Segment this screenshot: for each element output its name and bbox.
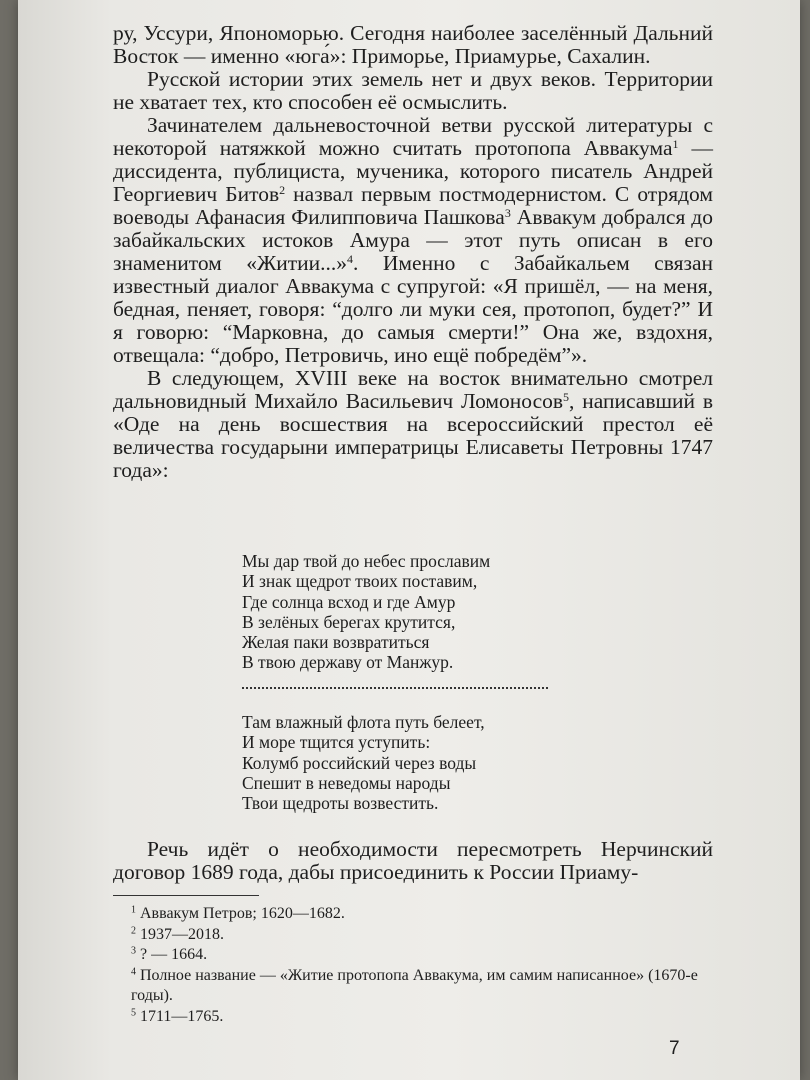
poem-line: Колумб российский через воды [242, 752, 477, 773]
footnote-ref-5: 5 [563, 389, 570, 404]
paragraph-2: Русской истории этих земель нет и двух веков. Территории не хватает тех, кто способен её осмыслить. [113, 67, 713, 114]
paragraph-4: В следующем, XVIII веке на восток внимательно смотрел дальновидный Михайло Васильевич Ломоносов$^5$, написавший в «Оде на день восшествия на всероссийский престол её величества государыни императрицы Елисаветы Петровны 1747 года»: [113, 366, 713, 482]
main-text-continued [113, 838, 713, 884]
poem-line: Где солнца всход и где Амур [242, 591, 456, 612]
poem-stanza-1 [242, 551, 490, 673]
paragraph-3: Зачинателем дальневосточной ветви русской литературы с некоторой натяжкой можно считать протопопа Аввакума$^1$ — диссидента, публициста, мученика, которого писатель Андрей Георгиевич Битов$^2$ назвал первым постмодернистом. С отрядом воеводы Афанасия Филипповича Пашкова$^3$ Аввакум добрался до забайкальских истоков Амура — этот путь описан в его знаменитом «Житии...»$^4$. Именно с Забайкальем связан известный диалог Аввакума с супругой: «Я пришёл, — на меня, бедная, пеняет, говоря: “долго ли муки сея, протопоп, будет?” И я говорю: “Марковна, до самыя смерти!” Она же, вздохня, отвещала: “добро, Петровичь, ино ещё побредём”». [113, 113, 714, 367]
footnote-ref-1: 1 [672, 136, 679, 151]
footnote-divider [113, 895, 259, 896]
poem-line: В твою державу от Манжур. [242, 652, 454, 673]
footnote: $^4$ Полное название — «Житие протопопа Аввакума, им самим написанное» (1670-е годы). [131, 966, 698, 1004]
poem-line: И море тщится уступить: [242, 732, 431, 753]
poem-line: Спешит в неведомы народы [242, 772, 451, 793]
footnote-ref-4: 4 [347, 251, 354, 266]
footnotes [131, 904, 701, 1027]
poem-line: Твои щедроты возвестить. [242, 793, 439, 814]
page-number: 7 [669, 1038, 680, 1059]
poem-stanza-2 [242, 712, 485, 813]
poem-line: Желая паки возвратиться [242, 632, 430, 653]
poem-line: Там влажный флота путь белеет, [242, 712, 485, 732]
footnote: $^3$ ? — 1664. [131, 945, 208, 963]
footnote-ref-3: 3 [504, 205, 511, 220]
poem-line: И знак щедрот твоих поставим, [242, 571, 478, 592]
poem-line: В зелёных берегах крутится, [242, 611, 456, 632]
footnote: $^5$ 1711—1765. [131, 1007, 224, 1025]
poem-line: Мы дар твой до небес прославим [242, 551, 491, 571]
footnote: $^1$ Аввакум Петров; 1620—1682. [131, 904, 345, 922]
poem-ellipsis-divider [242, 677, 548, 689]
footnote: $^2$ 1937—2018. [131, 925, 224, 943]
book-page [18, 0, 800, 1080]
footnote-ref-2: 2 [279, 182, 286, 197]
main-text [113, 22, 713, 482]
paragraph-5: Речь идёт о необходимости пересмотреть Нерчинский договор 1689 года, дабы присоединить к России Приаму- [113, 837, 713, 884]
paragraph-1: ру, Уссури, Япономорью. Сегодня наиболее заселённый Дальний Восток — именно «юга́»: Приморье, Приамурье, Сахалин. [113, 21, 713, 68]
